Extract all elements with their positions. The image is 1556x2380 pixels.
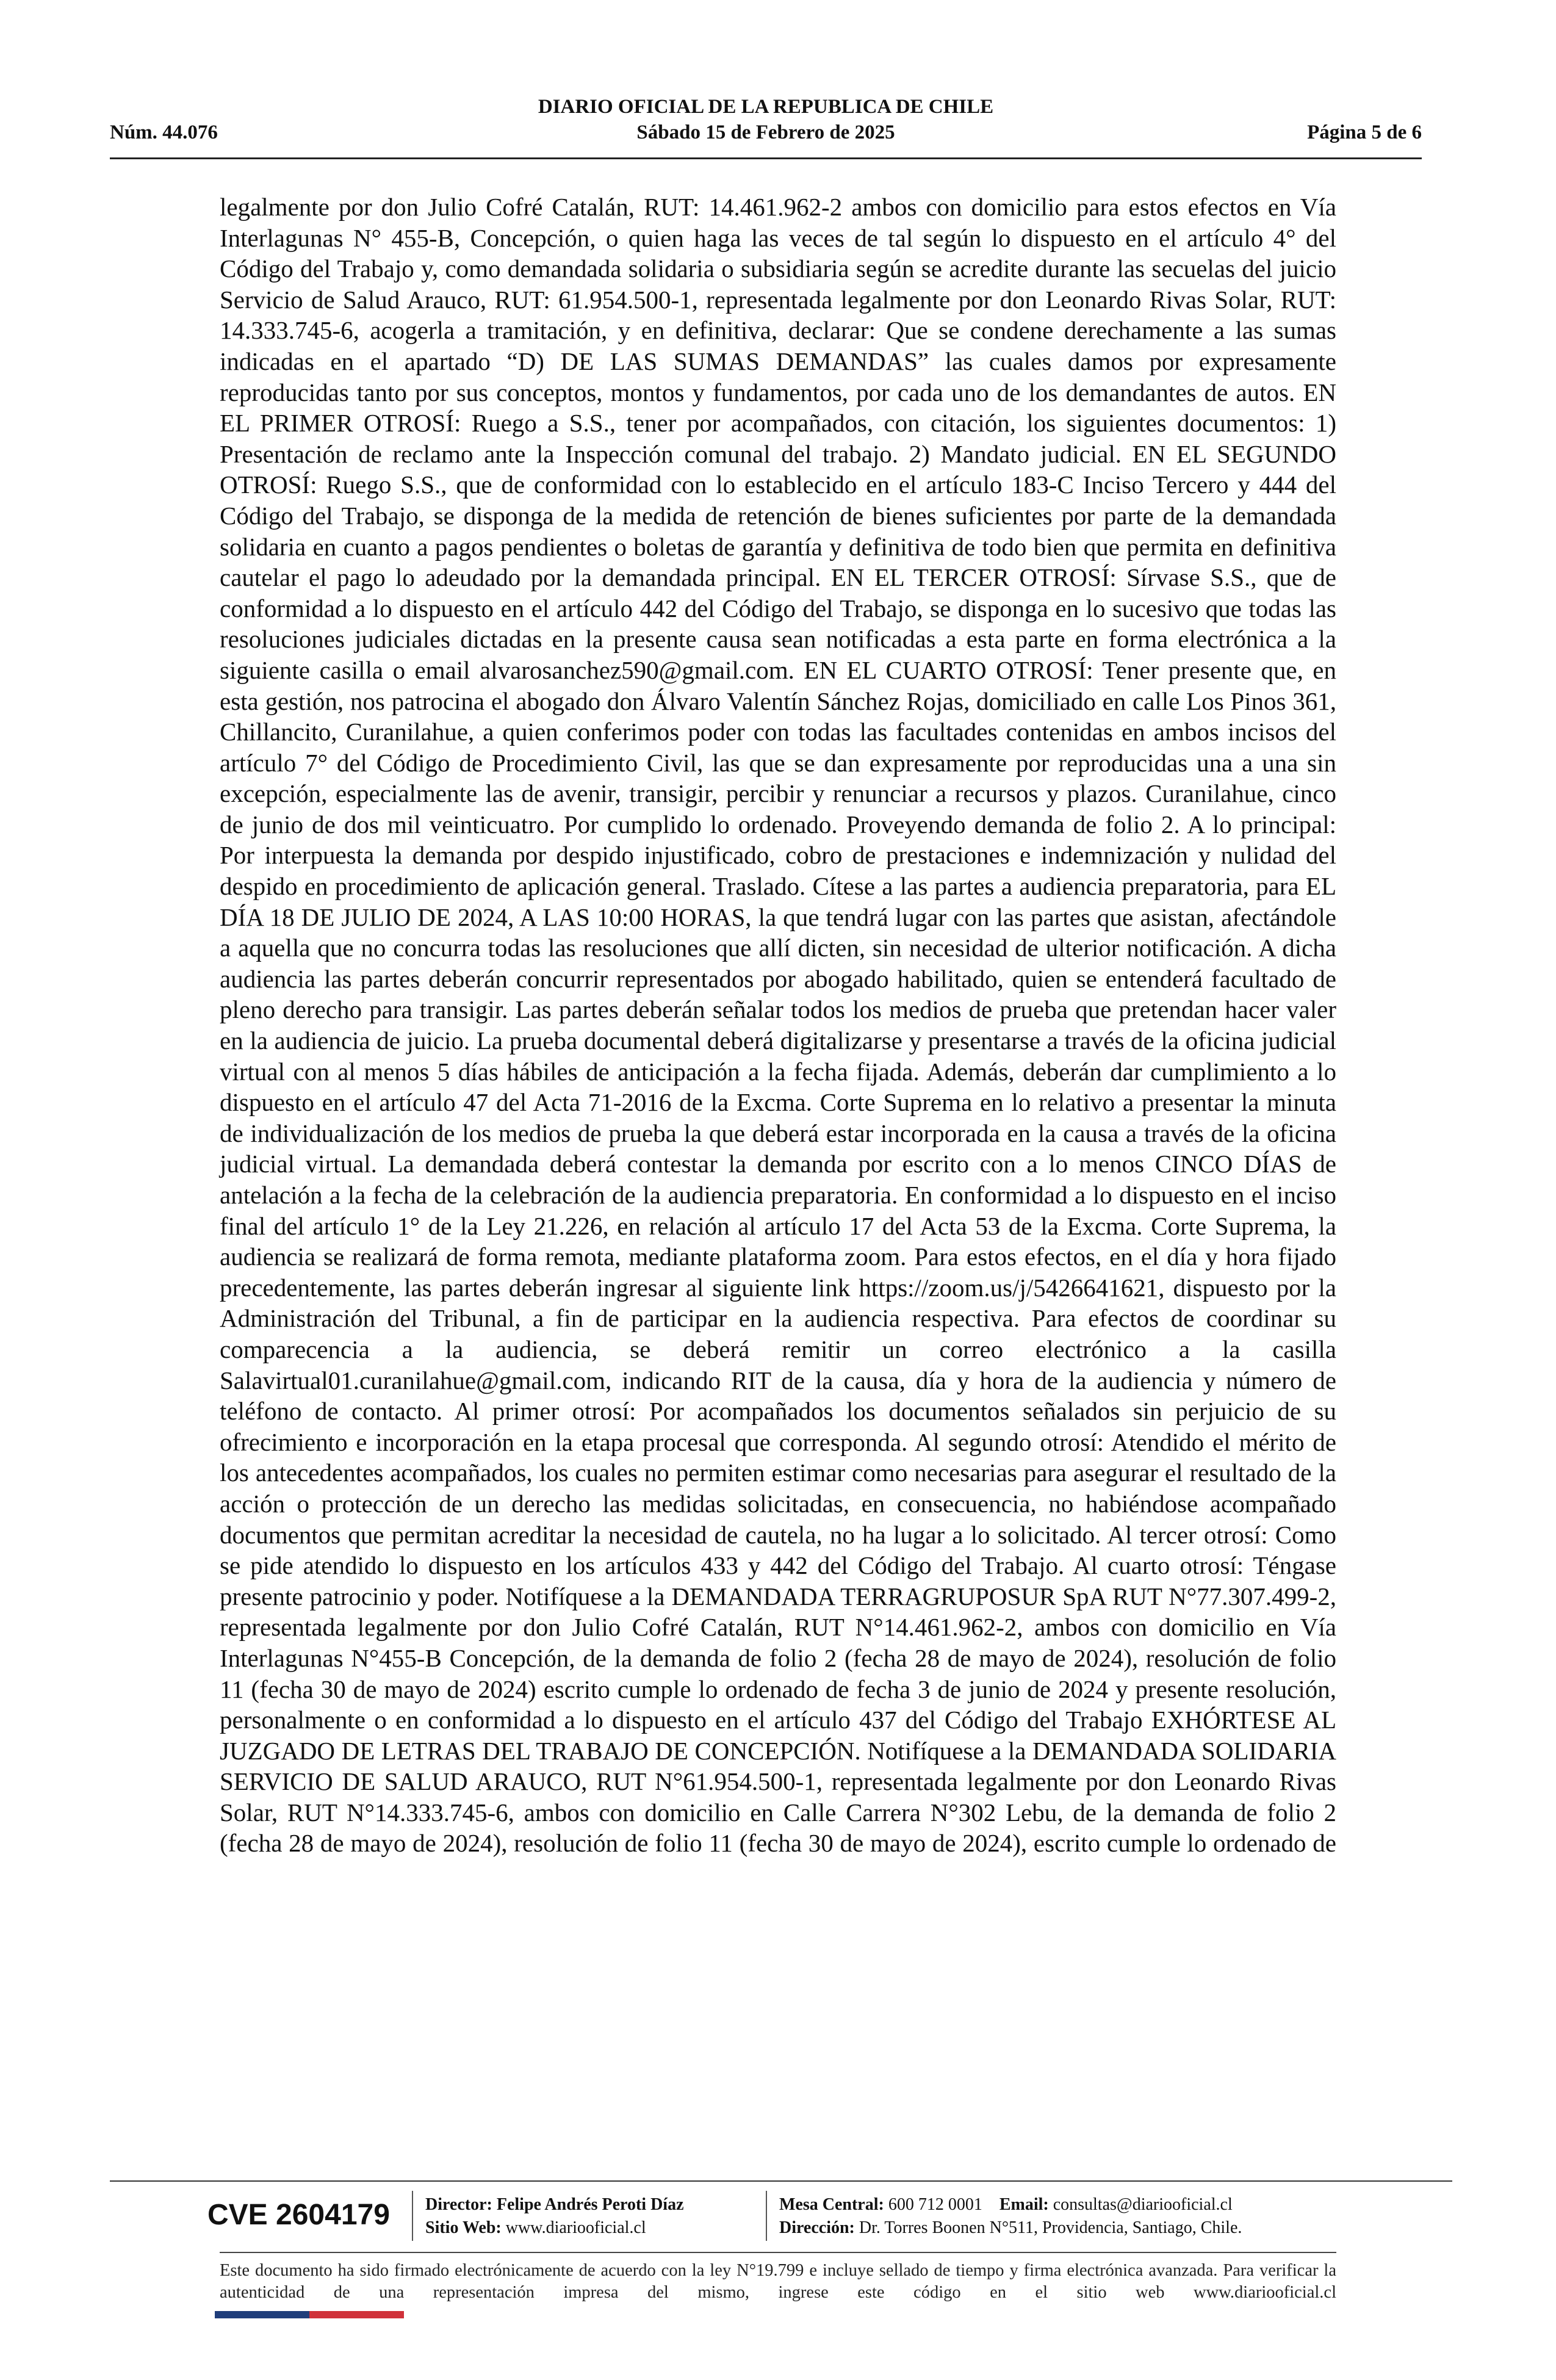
footer-contact-block [779, 2193, 1242, 2240]
email-label: Email: [999, 2195, 1049, 2214]
footer-separator [412, 2191, 413, 2241]
email-link[interactable]: consultas@diariooficial.cl [1053, 2195, 1233, 2214]
header-divider [110, 157, 1422, 159]
address-label: Dirección: [779, 2218, 855, 2237]
address-text: Dr. Torres Boonen N°511, Providencia, Santiago, Chile. [859, 2218, 1242, 2237]
issue-number: Núm. 44.076 [110, 121, 218, 143]
page-number: Página 5 de 6 [1307, 121, 1422, 143]
signature-disclaimer: Este documento ha sido firmado electrónicamente de acuerdo con la ley N°19.799 e incluye sellado de tiempo y firma electrónica avanzada. Para verificar la autenticidad de una representación impresa del mismo, ingrese este código en el sitio web www.diariooficial.cl [220, 2261, 1336, 2302]
site-label: Sitio Web: [425, 2218, 502, 2237]
footer-divider-2 [220, 2252, 1336, 2253]
footer-director-block [425, 2193, 684, 2240]
phone-label: Mesa Central: [779, 2195, 884, 2214]
footer-separator [766, 2191, 767, 2241]
publication-title: DIARIO OFICIAL DE LA REPUBLICA DE CHILE [538, 96, 994, 118]
phone-number: 600 712 0001 [888, 2195, 982, 2214]
issue-date: Sábado 15 de Febrero de 2025 [636, 121, 895, 143]
footer-divider [110, 2180, 1452, 2182]
body-paragraph: legalmente por don Julio Cofré Catalán, RUT: 14.461.962-2 ambos con domicilio para estos efectos en Vía Interlagunas N° 455-B, Concepción, o quien haga las veces de tal según lo dispuesto en el artículo 4° del Código del Trabajo y, como demandada solidaria o subsidiaria según se acredite durante las secuelas del juicio Servicio de Salud Arauco, RUT: 61.954.500-1, representada legalmente por don Leonardo Rivas Solar, RUT: 14.333.745-6, acogerla a tramitación, y en definitiva, declarar: Que se condene derechamente a las sumas indicadas en el apartado “D) DE LAS SUMAS DEMANDAS” las cuales damos por expresamente reproducidas tanto por sus conceptos, montos y fundamentos, por cada uno de los demandantes de autos. EN EL PRIMER OTROSÍ: Ruego a S.S., tener por acompañados, con citación, los siguientes documentos: 1) Presentación de reclamo ante la Inspección comunal del trabajo. 2) Mandato judicial. EN EL SEGUNDO OTROSÍ: Ruego S.S., que de conformidad con lo establecido en el artículo 183-C Inciso Tercero y 444 del Código del Trabajo, se disponga de la medida de retención de bienes suficientes por parte de la demandada solidaria en cuanto a pagos pendientes o boletas de garantía y definitiva de todo bien que permita en definitiva cautelar el pago lo adeudado por la demandada principal. EN EL TERCER OTROSÍ: Sírvase S.S., que de conformidad a lo dispuesto en el artículo 442 del Código del Trabajo, se disponga en lo sucesivo que todas las resoluciones judiciales dictadas en la presente causa sean notificadas a esta parte en forma electrónica a la siguiente casilla o email alvarosanchez590@gmail.com. EN EL CUARTO OTROSÍ: Tener presente que, en esta gestión, nos patrocina el abogado don Álvaro Valentín Sánchez Rojas, domiciliado en calle Los Pinos 361, Chillancito, Curanilahue, a quien conferimos poder con todas las facultades contenidas en ambos incisos del artículo 7° del Código de Procedimiento Civil, las que se dan expresamente por reproducidas una a una sin excepción, especialmente las de avenir, transigir, percibir y renunciar a recursos y plazos. Curanilahue, cinco de junio de dos mil veinticuatro. Por cumplido lo ordenado. Proveyendo demanda de folio 2. A lo principal: Por interpuesta la demanda por despido injustificado, cobro de prestaciones e indemnización y nulidad del despido en procedimiento de aplicación general. Traslado. Cítese a las partes a audiencia preparatoria, para EL DÍA 18 DE JULIO DE 2024, A LAS 10:00 HORAS, la que tendrá lugar con las partes que asistan, afectándole a aquella que no concurra todas las resoluciones que allí dicten, sin necesidad de ulterior notificación. A dicha audiencia las partes deberán concurrir representados por abogado habilitado, quien se entenderá facultado de pleno derecho para transigir. Las partes deberán señalar todos los medios de prueba que pretendan hacer valer en la audiencia de juicio. La prueba documental deberá digitalizarse y presentarse a través de la oficina judicial virtual con al menos 5 días hábiles de anticipación a la fecha fijada. Además, deberán dar cumplimiento a lo dispuesto en el artículo 47 del Acta 71-2016 de la Excma. Corte Suprema en lo relativo a presentar la minuta de individualización de los medios de prueba la que deberá estar incorporada en la causa a través de la oficina judicial virtual. La demandada deberá contestar la demanda por escrito con a lo menos CINCO DÍAS de antelación a la fecha de la celebración de la audiencia preparatoria. En conformidad a lo dispuesto en el inciso final del artículo 1° de la Ley 21.226, en relación al artículo 17 del Acta 53 de la Excma. Corte Suprema, la audiencia se realizará de forma remota, mediante plataforma zoom. Para estos efectos, en el día y hora fijado precedentemente, las partes deberán ingresar al siguiente link https://zoom.us/j/5426641621, dispuesto por la Administración del Tribunal, a fin de participar en la audiencia respectiva. Para efectos de coordinar su comparecencia a la audiencia, se deberá remitir un correo electrónico a la casilla Salavirtual01.curanilahue@gmail.com, indicando RIT de la causa, día y hora de la audiencia y número de teléfono de contacto. Al primer otrosí: Por acompañados los documentos señalados sin perjuicio de su ofrecimiento e incorporación en la etapa procesal que corresponda. Al segundo otrosí: Atendido el mérito de los antecedentes acompañados, los cuales no permiten estimar como necesarias para asegurar el resultado de la acción o protección de un derecho las medidas solicitadas, en consecuencia, no habiéndose acompañado documentos que permitan acreditar la necesidad de cautela, no ha lugar a lo solicitado. Al tercer otrosí: Como se pide atendido lo dispuesto en los artículos 433 y 442 del Código del Trabajo. Al cuarto otrosí: Téngase presente patrocinio y poder. Notifíquese a la DEMANDADA TERRAGRUPOSUR SpA RUT N°77.307.499-2, representada legalmente por don Julio Cofré Catalán, RUT N°14.461.962-2, ambos con domicilio en Vía Interlagunas N°455-B Concepción, de la demanda de folio 2 (fecha 28 de mayo de 2024), resolución de folio 11 (fecha 30 de mayo de 2024) escrito cumple lo ordenado de fecha 3 de junio de 2024 y presente resolución, personalmente o en conformidad a lo dispuesto en el artículo 437 del Código del Trabajo EXHÓRTESE AL JUZGADO DE LETRAS DEL TRABAJO DE CONCEPCIÓN. Notifíquese a la DEMANDADA SOLIDARIA SERVICIO DE SALUD ARAUCO, RUT N°61.954.500-1, representada legalmente por don Leonardo Rivas Solar, RUT N°14.333.745-6, ambos con domicilio en Calle Carrera N°302 Lebu, de la demanda de folio 2 (fecha 28 de mayo de 2024), resolución de folio 11 (fecha 30 de mayo de 2024), escrito cumple lo ordenado de [220, 193, 1336, 1858]
document-body [220, 192, 1336, 1859]
flag-blue-bar [215, 2311, 309, 2318]
cve-code: CVE 2604179 [207, 2199, 390, 2231]
director-label: Director: [425, 2195, 492, 2214]
site-link[interactable]: www.diariooficial.cl [505, 2218, 646, 2237]
page-header [110, 95, 1422, 156]
director-name: Felipe Andrés Peroti Díaz [496, 2195, 684, 2214]
flag-red-bar [309, 2311, 404, 2318]
flag-stripe [215, 2311, 404, 2318]
